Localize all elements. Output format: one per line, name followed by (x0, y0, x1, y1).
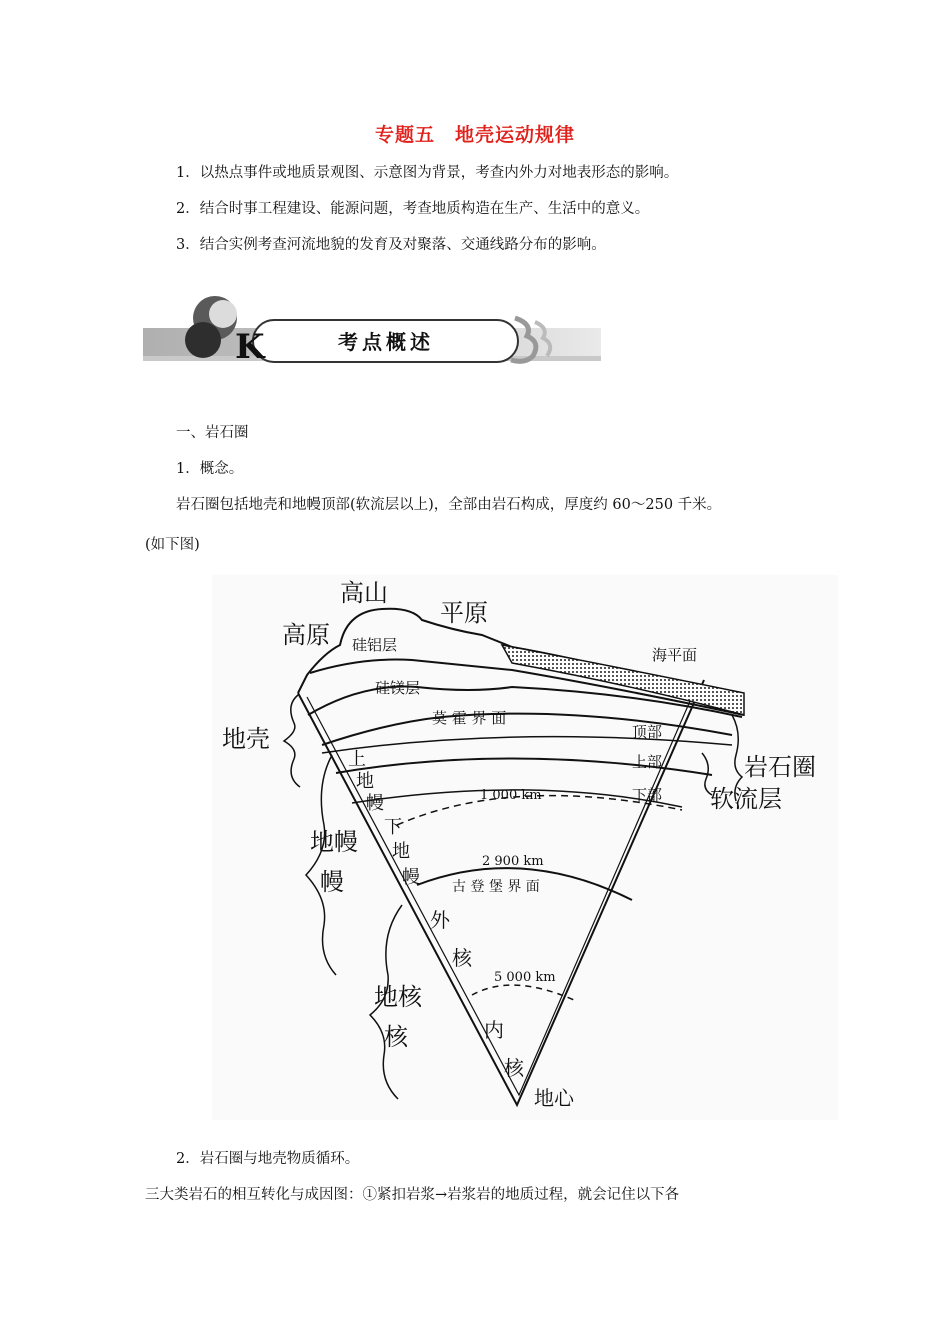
label-gaoyuan: 高原 (282, 621, 330, 649)
label-depth-1000: 1 000 km (480, 788, 542, 803)
label-depth-2900: 2 900 km (482, 854, 544, 869)
label-moho: 莫 霍 界 面 (432, 709, 507, 727)
label-crust: 地壳 (222, 725, 270, 753)
label-asthenosphere: 软流层 (710, 785, 782, 813)
label-inner-core-1: 内 (484, 1018, 504, 1042)
banner-label: 考点概述 (338, 330, 434, 354)
label-core: 地核 (374, 983, 422, 1011)
label-mantle: 地幔 (310, 828, 358, 856)
label-lithosphere: 岩石圈 (744, 753, 816, 781)
objective-2: 2．结合时事工程建设、能源问题，考查地质构造在生产、生活中的意义。 (176, 201, 650, 217)
label-outer-core-1: 外 (430, 908, 450, 932)
section-heading: 一、岩石圈 (176, 425, 249, 441)
label-depth-5000: 5 000 km (494, 970, 556, 985)
label-sea-level: 海平面 (652, 646, 698, 664)
label-gutenberg: 古 登 堡 界 面 (452, 879, 540, 895)
paragraph-2: 三大类岩石的相互转化与成因图：①紧扣岩浆→岩浆岩的地质过程，就会记住以下各 (145, 1187, 680, 1203)
subheading-2: 2．岩石圈与地壳物质循环。 (176, 1151, 360, 1167)
subheading-1: 1．概念。 (176, 461, 244, 477)
label-upper-mantle-3: 幔 (366, 793, 384, 814)
paragraph-1-cont: (如下图) (145, 537, 200, 553)
banner-letter: K (235, 327, 265, 367)
label-outer-core-2: 核 (452, 946, 472, 970)
label-lower-mantle-1: 下 (384, 817, 402, 838)
label-core-2: 核 (384, 1023, 408, 1051)
label-upper-mantle-2: 地 (356, 771, 374, 792)
label-center: 地心 (534, 1086, 574, 1110)
label-gaoshan: 高山 (340, 579, 388, 607)
page-title: 专题五 地壳运动规律 (374, 124, 575, 146)
label-pingyuan: 平原 (440, 599, 488, 627)
label-upper: 上部 (632, 753, 663, 771)
label-lower-mantle-3: 幔 (402, 867, 420, 888)
section-banner (143, 288, 601, 374)
label-top: 顶部 (632, 723, 663, 741)
paragraph-1: 岩石圈包括地壳和地幔顶部(软流层以上)，全部由岩石构成，厚度约 60～250 千米。 (176, 497, 722, 513)
label-mantle-2: 幔 (320, 868, 344, 896)
earth-structure-diagram (212, 575, 838, 1120)
label-sima: 硅镁层 (375, 679, 421, 697)
label-sial: 硅铝层 (352, 636, 398, 654)
objective-1: 1．以热点事件或地质景观图、示意图为背景，考查内外力对地表形态的影响。 (176, 165, 679, 181)
objective-3: 3．结合实例考查河流地貌的发育及对聚落、交通线路分布的影响。 (176, 237, 606, 253)
label-lower: 下部 (632, 786, 663, 804)
label-lower-mantle-2: 地 (392, 841, 410, 862)
label-inner-core-2: 核 (504, 1056, 524, 1080)
label-upper-mantle-1: 上 (348, 749, 366, 770)
